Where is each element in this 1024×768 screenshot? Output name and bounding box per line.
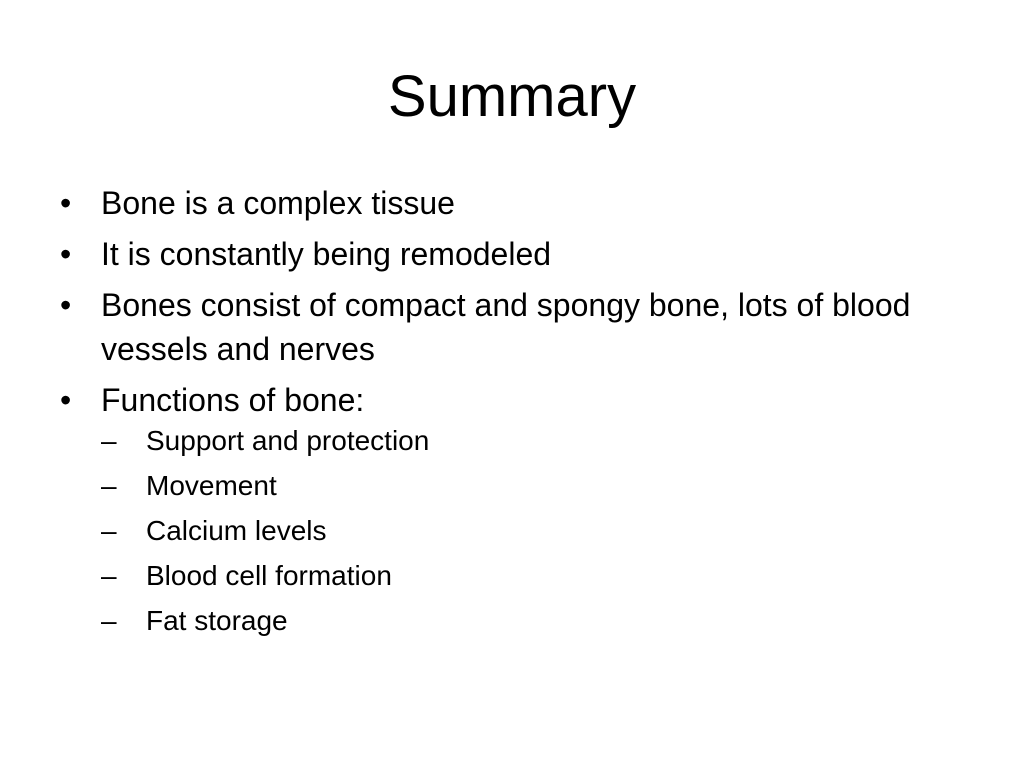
- sub-bullet-item: [101, 559, 980, 593]
- slide-title: Summary: [387, 64, 637, 129]
- bullet-item: [60, 232, 980, 276]
- bullet-item: [60, 378, 980, 638]
- bullet-icon: •: [60, 185, 72, 221]
- dash-icon: –: [101, 605, 117, 636]
- bullet-icon: •: [60, 236, 72, 272]
- sub-bullet-text: Support and protection: [146, 425, 430, 456]
- sub-bullet-item: [101, 514, 980, 548]
- bullet-text: Bone is a complex tissue: [101, 185, 455, 221]
- sub-bullet-text: Movement: [146, 470, 277, 501]
- sub-bullet-text: Calcium levels: [146, 515, 327, 546]
- bullet-text: It is constantly being remodeled: [101, 236, 552, 272]
- sub-bullet-item: [101, 604, 980, 638]
- bullet-text: Functions of bone:: [101, 382, 365, 418]
- sub-bullet-text: Blood cell formation: [146, 560, 392, 591]
- bullet-icon: •: [60, 287, 72, 323]
- bullet-icon: •: [60, 382, 72, 418]
- bullet-item: [60, 181, 980, 225]
- sub-bullet-list: [101, 424, 980, 638]
- dash-icon: –: [101, 470, 117, 501]
- bullet-list: [60, 181, 980, 649]
- dash-icon: –: [101, 425, 117, 456]
- dash-icon: –: [101, 560, 117, 591]
- dash-icon: –: [101, 515, 117, 546]
- sub-bullet-text: Fat storage: [146, 605, 288, 636]
- bullet-text: Bones consist of compact and spongy bone, lots of blood vessels and nerves: [101, 287, 911, 367]
- bullet-item: [60, 283, 980, 371]
- sub-bullet-item: [101, 469, 980, 503]
- sub-bullet-item: [101, 424, 980, 458]
